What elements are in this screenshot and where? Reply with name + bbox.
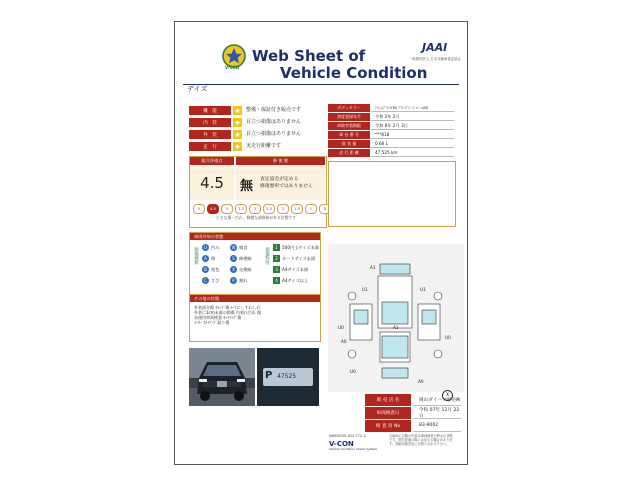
diagram-label: A1: [393, 325, 399, 330]
damage-code-badge: B: [202, 266, 209, 273]
scale-option: 4: [221, 204, 233, 214]
diagram-label: A0: [341, 339, 347, 344]
parking-icon: P: [265, 370, 273, 381]
damage-type-label: 修理跡: [239, 256, 252, 261]
star-icon: ★: [234, 142, 241, 151]
spec-label-displacement: 排 気 量: [328, 140, 370, 148]
scale-option: 2.5: [263, 204, 275, 214]
diagram-label: A0: [418, 379, 424, 384]
page-title-line1: Web Sheet of: [252, 47, 366, 65]
damage-type-label: 凹み: [211, 245, 220, 250]
history-box: [236, 166, 325, 200]
diagram-label: U0: [338, 325, 344, 330]
spec-value-registration: 令和 2年 2月: [371, 113, 454, 121]
page-title-line2: Vehicle Condition: [280, 64, 428, 82]
damage-code-badge: C: [202, 277, 209, 284]
scale-option: 1: [305, 204, 317, 214]
other-line: 外装に1cm未満の損傷 内装ﾅﾚ汚れ 傷: [194, 310, 262, 315]
damage-type-label: 変色: [211, 267, 220, 272]
jaai-mark: JAAI: [422, 41, 448, 54]
score-value: 4.5: [200, 174, 224, 192]
odometer-photo: [257, 348, 319, 406]
history-text-2: 修復歴車ではありません: [260, 184, 313, 189]
star-icon: ★: [234, 106, 241, 115]
spec-value-inspection: 令和 8年 2月 3日: [371, 122, 454, 130]
damage-type-label: 交換跡: [239, 267, 252, 272]
damage-code-badge: U: [202, 244, 209, 251]
degree-code-badge: 4: [273, 277, 280, 284]
degree-label: カードサイズ未満: [282, 256, 316, 261]
rating-value-function: 整備・保証付き販売です: [246, 107, 302, 113]
diagram-label: U0: [350, 369, 356, 374]
rating-value-exterior: 目立つ損傷はありません: [246, 131, 302, 137]
history-label: 修 復 歴: [236, 157, 325, 165]
spec-label-registration: 初度登録年月: [328, 113, 370, 121]
footer-notice: 当車両に記載の内容は車両検査日時点の状態です。期日経過の際には変わる場合があります。詳細は販売店にお問い合わせ下さい。: [389, 434, 453, 446]
footer-brand-sub: Vehicle Condition Check System: [329, 447, 378, 451]
scale-option: 3.5: [235, 204, 247, 214]
spec-label-inspection: 車検有効期限: [328, 122, 370, 130]
diagram-label: U1: [420, 287, 426, 292]
footer-serial: N083055-001772-1: [329, 433, 366, 438]
damage-type-label: 傷: [211, 256, 216, 261]
spec-value-color: ｱｯｼｭ/ﾌﾞﾗｯｸ(M) ﾌﾞﾛｰｽﾞﾝﾞｰﾝ ﾊﾟｰﾙ(M): [371, 104, 454, 112]
other-line: ﾒｰﾀｰ ｽﾃｲｿｰﾌﾟ取り傷: [194, 320, 230, 325]
dealer-label-date: 車両検査日: [365, 407, 411, 419]
spec-label-color: ボディカラー: [328, 104, 370, 112]
spec-value-chassis: ***818: [371, 131, 454, 139]
rating-label-interior: 内 装: [189, 118, 231, 127]
spec-value-displacement: 0.66 L: [371, 140, 454, 148]
damage-code-badge: A: [202, 255, 209, 262]
model-name: デイズ: [187, 85, 208, 93]
other-line: 外装部分傷 ｽﾄｯﾌﾟ傷 ﾙｰﾌにしすれしわ: [194, 305, 261, 310]
diagram-label: U1: [362, 287, 368, 292]
degree-label: A4サイズ以上: [282, 278, 309, 283]
car-front-icon: [189, 348, 255, 406]
condition-sheet: [174, 21, 468, 465]
spec-value-odometer: 47,525 km: [371, 149, 454, 157]
dealer-label-name: 販 売 店 名: [365, 394, 411, 406]
dealer-value-name: 岡山ダイハツ販売㈱: [413, 394, 461, 406]
rating-label-exterior: 外 装: [189, 130, 231, 139]
damage-code-badge: P: [230, 277, 237, 284]
star-icon: ★: [234, 118, 241, 127]
degree-code-badge: 2: [273, 255, 280, 262]
scale-option: 4.5: [207, 204, 219, 214]
degree-label: A4サイズ未満: [282, 267, 309, 272]
vehicle-photo: [189, 348, 255, 406]
legend-side-label-degree: 損傷程度: [264, 247, 270, 265]
scale-option: 1.5: [291, 204, 303, 214]
spec-label-chassis: 車 台 番 号: [328, 131, 370, 139]
other-line: 未使用車両検査 ｾｯﾄｱｯﾌﾟ傷: [194, 315, 242, 320]
dealer-label-inspector: 検 査 員 No: [365, 420, 411, 432]
diagram-label: U0: [445, 335, 451, 340]
scale-option: R: [319, 204, 331, 214]
damage-type-label: 腐食: [239, 245, 248, 250]
score-scale: [193, 204, 331, 214]
scale-option: 2: [277, 204, 289, 214]
history-value: 無: [240, 179, 254, 194]
scale-option: 5: [193, 204, 205, 214]
rating-value-interior: 目立つ損傷はありません: [246, 119, 302, 125]
rating-label-function: 機 能: [189, 106, 231, 115]
degree-code-badge: 3: [273, 266, 280, 273]
other-title: その他の状態: [190, 295, 320, 302]
score-value-box: [190, 166, 234, 200]
spec-label-odometer: 走 行 距 離: [328, 149, 370, 157]
star-icon: ★: [234, 130, 241, 139]
dealer-value-date: 令和 07年 12月 22日: [413, 407, 461, 419]
rating-value-mileage: 実走行距離です: [246, 143, 282, 149]
diagram-marker-label: X: [445, 393, 449, 398]
vcon-logo-text: V-CON: [225, 65, 240, 70]
footer-brand: V-CON: [329, 440, 354, 448]
legend-panel: [189, 232, 321, 296]
score-panel: [189, 156, 327, 228]
vehicle-damage-diagram: [328, 244, 464, 398]
dealer-value-inspector: 83-9002: [413, 420, 461, 432]
diagram-label: A1: [370, 265, 376, 270]
degree-code-badge: 1: [273, 244, 280, 251]
rating-label-mileage: 走 行: [189, 142, 231, 151]
damage-code-badge: W: [231, 245, 236, 250]
legend-title: 車両外装の状態: [190, 233, 320, 240]
score-label: 総合評価点: [190, 157, 234, 165]
damage-code-badge: S: [230, 255, 237, 262]
other-panel: [189, 294, 321, 342]
damage-type-label: 割れ: [239, 278, 248, 283]
degree-label: 500円玉サイズ未満: [282, 245, 319, 250]
vcon-logo: [221, 44, 247, 70]
remarks-panel: [328, 161, 456, 227]
car-diagram-icon: [328, 244, 464, 392]
score-note: 小さな傷・凹み、軽微な補修跡がある状態です: [216, 215, 296, 220]
history-text-1: 査定協会が定める: [260, 177, 299, 182]
legend-side-label-type: 損傷種類: [193, 247, 199, 265]
jaai-subtitle: 一般財団法人 日本自動車査定協会: [409, 57, 461, 61]
scale-option: 3: [249, 204, 261, 214]
odometer-reading: 47525: [277, 373, 297, 380]
damage-code-badge: X: [230, 266, 237, 273]
header-rule: [183, 84, 459, 85]
jaai-logo: [422, 42, 447, 53]
damage-type-label: さび: [211, 278, 220, 283]
